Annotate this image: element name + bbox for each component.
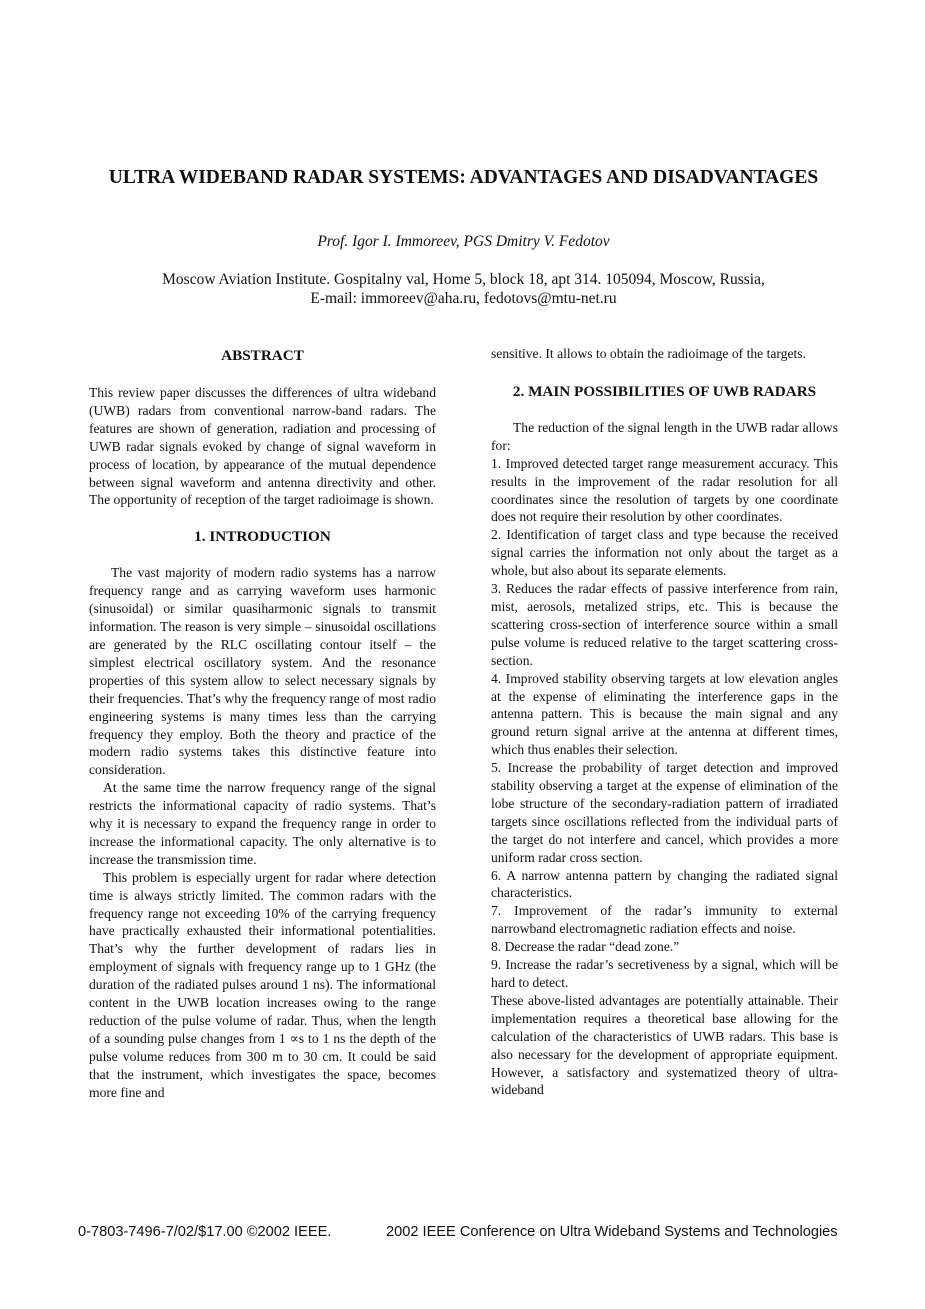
authors: Prof. Igor I. Immoreev, PGS Dmitry V. Fedotov — [317, 233, 610, 250]
affiliation — [90, 270, 837, 308]
list-item: 2. Identification of target class and type because the received signal carries the information not only about the target as a whole, but also about its separate elements. — [491, 527, 838, 579]
abstract-heading: ABSTRACT — [221, 347, 304, 364]
abstract-text: This review paper discusses the differences of ultra wideband (UWB) radars from conventional narrow-band radars. The features are shown of generation, radiation and processing of UWB radar signals evoked by change of signal waveform in process of location, by appearance of the mutual dependence between signal waveform and antenna directivity and other. The opportunity of reception of the target radioimage is shown. — [89, 385, 436, 508]
intro-paragraph: The vast majority of modern radio systems has a narrow frequency range and as carrying waveform uses harmonic (sinusoidal) or similar quasiharmonic signals to transmit information. The reason is very simple – sinusoidal oscillations are generated by the RLC oscillating contour itself – the simplest electrical oscillatory system. And the resonance properties of this system allow to select necessary signals by their frequencies. That’s why the frequency range of most radio engineering systems is many times less than the carrying frequency they employ. Both the theory and practice of the modern radio systems takes this distinctive feature into consideration. — [89, 565, 436, 778]
page-footer — [78, 1224, 878, 1240]
closing-paragraph: These above-listed advantages are potentially attainable. Their implementation requires a theoretical base allowing for the calculation of the characteristics of UWB radars. This base is also necessary for the development of appropriate equipment. However, a satisfactory and systematized theory of ultra-wideband — [491, 992, 838, 1098]
introduction-heading: 1. INTRODUCTION — [194, 528, 331, 546]
list-item: 8. Decrease the radar “dead zone.” — [491, 939, 680, 955]
section2-heading: 2. MAIN POSSIBILITIES OF UWB RADARS — [512, 382, 817, 400]
footer-copyright: 0-7803-7496-7/02/$17.00 ©2002 IEEE. — [78, 1224, 332, 1240]
list-item: 3. Reduces the radar effects of passive interference from rain, mist, aerosols, metalized strips, etc. This is because the scattering cross-section of interference source within a small pulse volume is reduced relative to the target scattering cross-section. — [491, 581, 838, 668]
list-item: 1. Improved detected target range measurement accuracy. This results in the improvement of the radar resolution for all coordinates since the resolution of targets by one coordinate does not require their resolution by other coordinates. — [491, 455, 838, 525]
affiliation-email: E-mail: immoreev@aha.ru, fedotovs@mtu-net.ru — [310, 290, 617, 307]
affiliation-address: Moscow Aviation Institute. Gospitalny val, Home 5, block 18, apt 314. 105094, Moscow, Russia, — [162, 271, 765, 288]
intro-paragraph: At the same time the narrow frequency range of the signal restricts the informational capacity of radio systems. That’s why it is necessary to expand the frequency range in order to increase the informational capacity. The only alternative is to increase the transmission time. — [89, 780, 436, 867]
list-item: 6. A narrow antenna pattern by changing the radiated signal characteristics. — [491, 867, 838, 901]
paper-title: ULTRA WIDEBAND RADAR SYSTEMS: ADVANTAGES AND DISADVANTAGES — [108, 167, 819, 188]
list-item: 5. Increase the probability of target detection and improved stability observing a target at the expense of elimination of the lobe structure of the secondary-radiation pattern of irradiated targets since oscillations reflected from the individual parts of the target do not interfere and cancel, which provides a more uniform radar cross section. — [491, 760, 838, 865]
intro-paragraph: This problem is especially urgent for radar where detection time is always strictly limited. The common radars with the frequency range not exceeding 10% of the carrying frequency have practically exhausted their informational potentialities. That’s why the further development of radars lies in employment of signals with frequency range up to 1 GHz (the duration of the radiated pulses around 1 ns). The informational content in the UWB location increases owing to the range reduction of the pulse volume of radar. Thus, when the length of a sounding pulse changes from 1 ∝s to 1 ns the depth of the pulse volume reduces from 300 m to 30 cm. It could be said that the instrument, which investigates the space, becomes more fine and — [89, 869, 436, 1100]
continuation-text: sensitive. It allows to obtain the radioimage of the targets. — [491, 346, 806, 361]
list-item: 7. Improvement of the radar’s immunity to external narrowband electromagnetic radiation effects and noise. — [491, 903, 838, 937]
footer-conference: 2002 IEEE Conference on Ultra Wideband Systems and Technologies — [386, 1224, 838, 1240]
list-item: 4. Improved stability observing targets at low elevation angles at the expense of eliminating the interference gaps in the antenna pattern. This is because the main signal and any ground return signal arrive at the antenna at different times, which thus enables their selection. — [491, 670, 838, 758]
list-item: 9. Increase the radar’s secretiveness by a signal, which will be hard to detect. — [491, 957, 838, 990]
right-column — [491, 345, 838, 1099]
section2-intro: The reduction of the signal length in the UWB radar allows for: — [491, 419, 838, 453]
left-column — [89, 345, 436, 1102]
